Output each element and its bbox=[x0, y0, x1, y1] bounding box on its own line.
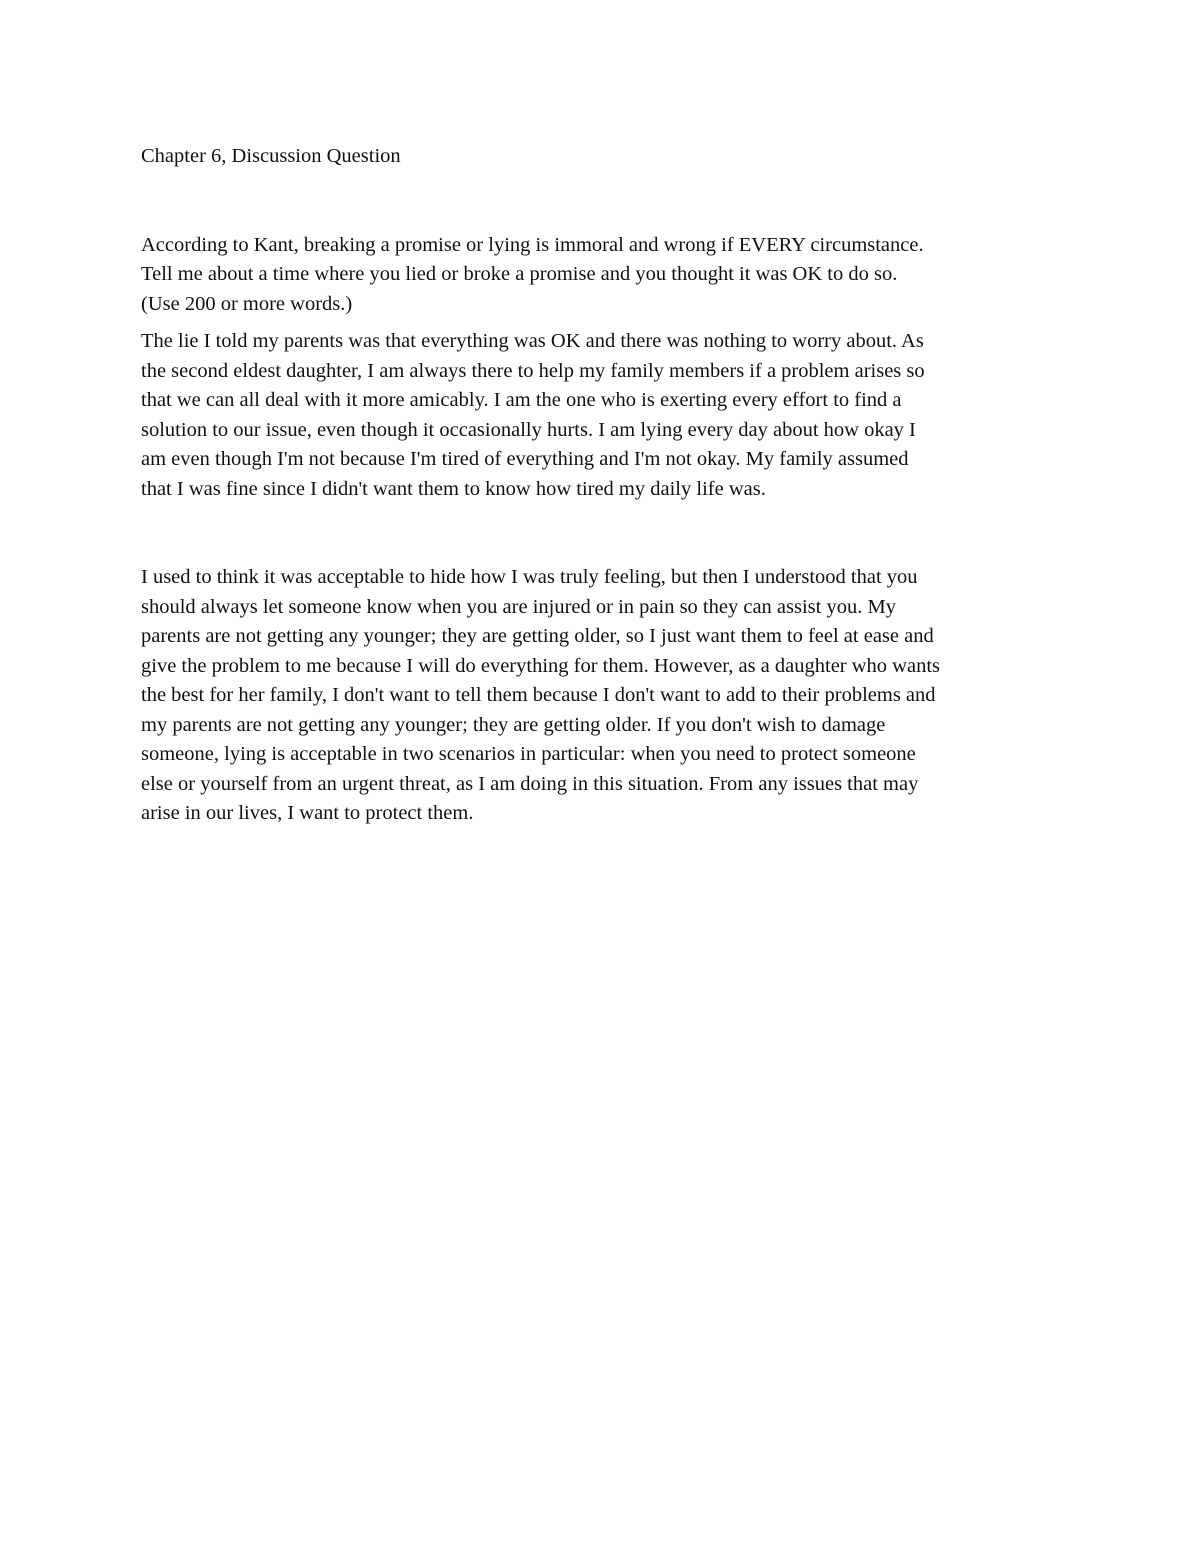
paragraph-line: the second eldest daughter, I am always there to help my family members if a problem arises so bbox=[141, 359, 925, 382]
paragraph-line: give the problem to me because I will do everything for them. However, as a daughter who wants bbox=[141, 654, 941, 677]
prompt-line: Tell me about a time where you lied or broke a promise and you thought it was OK to do so. bbox=[141, 263, 898, 285]
paragraph-line: that I was fine since I didn't want them to know how tired my daily life was. bbox=[141, 477, 766, 500]
paragraph-line: arise in our lives, I want to protect them. bbox=[141, 802, 474, 824]
prompt-line: According to Kant, breaking a promise or lying is immoral and wrong if EVERY circumstance. bbox=[141, 233, 924, 256]
paragraph-line: else or yourself from an urgent threat, as I am doing in this situation. From any issues that may bbox=[141, 772, 919, 795]
paragraph-line: should always let someone know when you are injured or in pain so they can assist you. My bbox=[141, 595, 896, 618]
discussion-prompt bbox=[141, 231, 1071, 320]
document-title: Chapter 6, Discussion Question bbox=[141, 145, 401, 167]
paragraph-line: The lie I told my parents was that everything was OK and there was nothing to worry about. As bbox=[141, 330, 924, 352]
paragraph-line: that we can all deal with it more amicably. I am the one who is exerting every effort to find a bbox=[141, 389, 902, 411]
document-body bbox=[141, 142, 1071, 829]
prompt-line: (Use 200 or more words.) bbox=[141, 292, 353, 315]
paragraph-line: parents are not getting any younger; they are getting older, so I just want them to feel at ease and bbox=[141, 625, 934, 647]
paragraph-line: someone, lying is acceptable in two scenarios in particular: when you need to protect someone bbox=[141, 743, 916, 765]
paragraph-line: I used to think it was acceptable to hide how I was truly feeling, but then I understood that you bbox=[141, 566, 918, 588]
answer-paragraph-2 bbox=[141, 563, 1071, 829]
paragraph-line: the best for her family, I don't want to tell them because I don't want to add to their problems and bbox=[141, 684, 936, 706]
paragraph-line: my parents are not getting any younger; they are getting older. If you don't wish to damage bbox=[141, 713, 886, 736]
answer-paragraph-1 bbox=[141, 327, 1071, 504]
paragraph-line: am even though I'm not because I'm tired of everything and I'm not okay. My family assumed bbox=[141, 448, 909, 470]
paragraph-line: solution to our issue, even though it occasionally hurts. I am lying every day about how okay I bbox=[141, 418, 916, 441]
